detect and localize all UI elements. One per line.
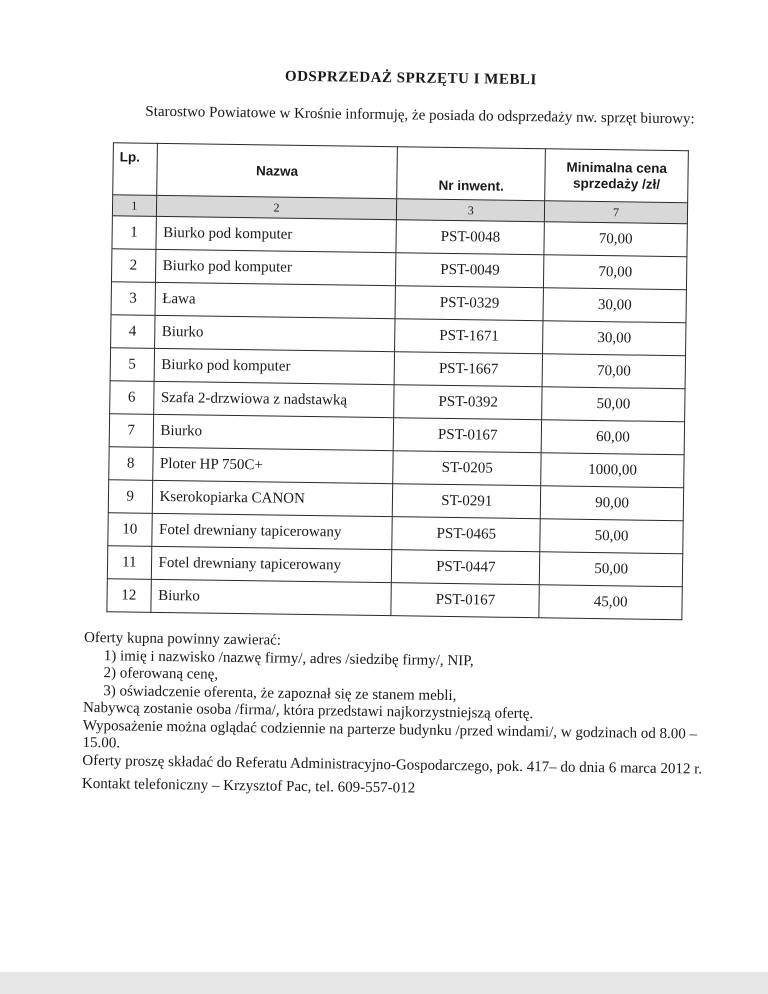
offer-item: 1) imię i nazwisko /nazwę firmy/, adres /siedzibę firmy/, NIP, (103, 647, 474, 669)
offers-heading: Oferty kupna powinny zawierać: (83, 629, 282, 649)
offer-item: 2) oferowaną cenę, (103, 665, 219, 683)
column-number: 3 (397, 199, 545, 222)
cell-nr-inwent: PST-1667 (395, 352, 543, 387)
cell-nr-inwent: PST-0048 (396, 220, 544, 255)
cell-lp: 4 (111, 315, 155, 349)
cell-nr-inwent: PST-1671 (395, 319, 543, 354)
cell-lp: 2 (111, 249, 155, 283)
cell-nazwa: Biurko pod komputer (155, 216, 396, 252)
cell-nazwa: Biurko (150, 579, 391, 615)
cell-nr-inwent: PST-0049 (396, 253, 544, 288)
cell-lp: 6 (110, 381, 154, 415)
cell-lp: 8 (109, 447, 153, 481)
cell-nazwa: Kserokopiarka CANON (152, 480, 393, 516)
cell-min-price: 50,00 (540, 519, 683, 554)
cell-nr-inwent: PST-0392 (394, 385, 542, 420)
table-header-row (113, 143, 689, 203)
table-row (107, 579, 682, 620)
cell-lp: 3 (111, 282, 155, 316)
table-body (107, 216, 687, 620)
cell-lp: 10 (108, 513, 152, 547)
cell-min-price: 50,00 (542, 387, 685, 422)
cell-nazwa: Fotel drewniany tapicerowany (151, 513, 392, 549)
cell-nr-inwent: PST-0447 (392, 550, 540, 585)
cell-min-price: 60,00 (541, 420, 684, 455)
submit-note: Oferty proszę składać do Referatu Administracyjno-Gospodarczego, pok. 417– do dnia 6 marca 2012 r. (82, 752, 703, 778)
column-number: 1 (112, 195, 156, 217)
header-nazwa: Nazwa (156, 143, 398, 198)
header-lp: Lp. (113, 143, 157, 196)
cell-nazwa: Biurko (153, 414, 394, 450)
cell-lp: 1 (112, 216, 156, 250)
viewing-note: Wyposażenie można oglądać codziennie na parterze budynku /przed windami/, w godzinach od 8.00 – 15.00. (82, 717, 698, 752)
cell-nr-inwent: ST-0205 (393, 451, 541, 486)
cell-nazwa: Ploter HP 750C+ (152, 447, 393, 483)
offer-conditions (82, 630, 708, 802)
cell-min-price: 70,00 (542, 354, 685, 389)
column-number: 7 (545, 201, 688, 224)
cell-min-price: 1000,00 (541, 453, 684, 488)
column-number: 2 (156, 195, 397, 219)
cell-min-price: 30,00 (543, 321, 686, 356)
equipment-table (106, 142, 689, 620)
cell-nr-inwent: PST-0465 (392, 517, 540, 552)
cell-nazwa: Biurko pod komputer (155, 249, 396, 285)
intro-paragraph: Starostwo Powiatowe w Krośnie informuję, że posiada do odsprzedaży nw. sprzęt biurowy: (145, 103, 695, 128)
page-title: ODSPRZEDAŻ SPRZĘTU I MEBLI (284, 68, 537, 89)
cell-lp: 7 (109, 414, 153, 448)
cell-nr-inwent: ST-0291 (393, 484, 541, 519)
header-min-price (545, 149, 688, 203)
cell-min-price: 90,00 (540, 486, 683, 521)
buyer-note: Nabywcą zostanie osoba /firma/, która przedstawi najkorzystniejszą ofertę. (82, 699, 534, 723)
scanner-bottom-strip (0, 972, 768, 994)
cell-nr-inwent: PST-0167 (394, 418, 542, 453)
cell-nazwa: Biurko pod komputer (154, 348, 395, 384)
cell-min-price: 45,00 (539, 585, 682, 620)
cell-nr-inwent: PST-0329 (395, 286, 543, 321)
header-min-price-line1: Minimalna cena (566, 159, 668, 176)
cell-lp: 9 (108, 480, 152, 514)
document-body (81, 66, 716, 802)
cell-min-price: 30,00 (543, 288, 686, 323)
header-nr-inwent: Nr inwent. (397, 147, 546, 201)
cell-lp: 12 (107, 579, 151, 613)
cell-min-price: 70,00 (544, 222, 687, 257)
contact-note: Kontakt telefoniczny – Krzysztof Pac, tel. 609-557-012 (81, 775, 416, 797)
cell-nazwa: Szafa 2-drzwiowa z nadstawką (153, 381, 394, 417)
cell-min-price: 50,00 (540, 552, 683, 587)
offer-item: 3) oświadczenie oferenta, że zapoznał się ze stanem mebli, (103, 682, 457, 704)
cell-nazwa: Biurko (154, 315, 395, 351)
header-min-price-line2: sprzedaży /zł/ (572, 175, 661, 192)
cell-lp: 11 (107, 546, 151, 580)
cell-lp: 5 (110, 348, 154, 382)
cell-min-price: 70,00 (544, 255, 687, 290)
cell-nazwa: Ława (155, 282, 396, 318)
cell-nazwa: Fotel drewniany tapicerowany (151, 546, 392, 582)
cell-nr-inwent: PST-0167 (391, 583, 539, 618)
